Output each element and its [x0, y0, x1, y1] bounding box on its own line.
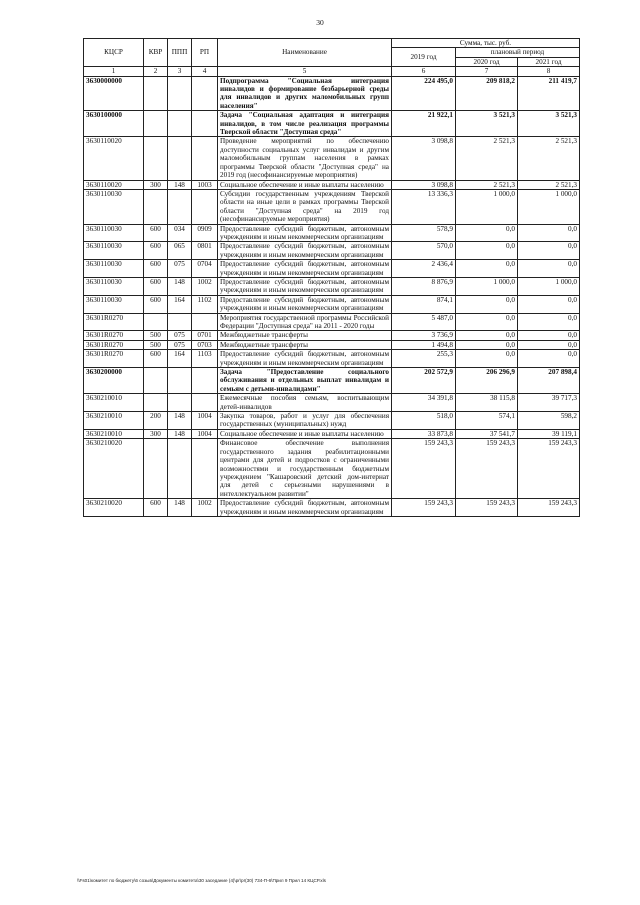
column-number: 5 [218, 67, 392, 76]
rp-cell [192, 313, 218, 331]
value-2021-cell: 598,2 [518, 412, 580, 430]
table-row [84, 350, 580, 368]
kcsr-cell: 3630100000 [84, 111, 144, 137]
name-cell: Социальное обеспечение и иные выплаты населению [218, 429, 392, 438]
rp-cell: 1004 [192, 429, 218, 438]
value-2020-cell: 0,0 [456, 331, 518, 340]
kvr-cell: 600 [144, 499, 168, 517]
value-2020-cell: 1 000,0 [456, 277, 518, 295]
ppp-cell [168, 313, 192, 331]
rp-cell [192, 394, 218, 412]
name-cell: Закупка товаров, работ и услуг для обеспечения государственных (муниципальных) нужд [218, 412, 392, 430]
kcsr-cell: 36301R0270 [84, 331, 144, 340]
name-cell: Предоставление субсидий бюджетным, автономным учреждениям и иным некоммерческим организациям [218, 260, 392, 278]
table-row [84, 439, 580, 499]
value-2019-cell: 3 736,9 [392, 331, 456, 340]
name-cell: Межбюджетные трансферты [218, 340, 392, 349]
value-2020-cell: 159 243,3 [456, 499, 518, 517]
kcsr-cell: 36301R0270 [84, 340, 144, 349]
kvr-cell [144, 137, 168, 180]
value-2019-cell: 255,3 [392, 350, 456, 368]
rp-cell: 0801 [192, 242, 218, 260]
kcsr-cell: 36301R0270 [84, 313, 144, 331]
kcsr-cell: 3630110020 [84, 137, 144, 180]
value-2020-cell: 1 000,0 [456, 189, 518, 224]
kvr-cell: 200 [144, 412, 168, 430]
value-2019-cell: 8 876,9 [392, 277, 456, 295]
value-2019-cell: 34 391,8 [392, 394, 456, 412]
kvr-cell: 500 [144, 331, 168, 340]
rp-cell: 0703 [192, 340, 218, 349]
kcsr-cell: 3630210010 [84, 394, 144, 412]
value-2019-cell: 159 243,3 [392, 499, 456, 517]
value-2021-cell: 159 243,3 [518, 439, 580, 499]
table-row [84, 224, 580, 242]
col-header-kvr: КВР [144, 39, 168, 67]
col-header-sum: Сумма, тыс. руб. [392, 39, 580, 48]
ppp-cell: 148 [168, 277, 192, 295]
rp-cell: 0704 [192, 260, 218, 278]
kvr-cell: 600 [144, 277, 168, 295]
kcsr-cell: 3630200000 [84, 368, 144, 394]
kvr-cell: 600 [144, 260, 168, 278]
value-2020-cell: 0,0 [456, 242, 518, 260]
name-cell: Проведение мероприятий по обеспечению доступности социальных услуг инвалидам и другим маломобильным группам населения в рамках программы Тверской области "Доступная среда" на 2019 год (несофинансируемые мероприятия) [218, 137, 392, 180]
table-row [84, 76, 580, 111]
value-2021-cell: 0,0 [518, 331, 580, 340]
value-2021-cell: 0,0 [518, 350, 580, 368]
column-number: 2 [144, 67, 168, 76]
value-2021-cell: 3 521,3 [518, 111, 580, 137]
value-2019-cell: 1 494,8 [392, 340, 456, 349]
file-path-footer: \\Fs01\комитет по бюджету\6 созыв\Документы комитета\30 заседание (4)\pr\pr(30) 734-П-6\Прил 9 Прил 14 КЦСР.xls [77, 878, 326, 883]
name-cell: Предоставление субсидий бюджетным, автономным учреждениям и иным некоммерческим организациям [218, 242, 392, 260]
value-2021-cell: 0,0 [518, 313, 580, 331]
name-cell: Финансовое обеспечение выполнения государственного задания реабилитационными центрами для детей и подростков с ограниченными возможностями и государственным бюджетным учреждением "Кашаровский детский дом-интернат для детей с серьезными нарушениями в интеллектуальном развитии" [218, 439, 392, 499]
name-cell: Задача "Предоставление социального обслуживания и отдельных выплат инвалидам и семьям с детьми-инвалидами" [218, 368, 392, 394]
value-2021-cell: 207 898,4 [518, 368, 580, 394]
table-row [84, 412, 580, 430]
table-row [84, 295, 580, 313]
kvr-cell [144, 368, 168, 394]
col-header-ppp: ППП [168, 39, 192, 67]
value-2019-cell: 13 336,3 [392, 189, 456, 224]
name-cell: Социальное обеспечение и иные выплаты населению [218, 180, 392, 189]
ppp-cell: 065 [168, 242, 192, 260]
budget-table [83, 38, 580, 517]
page-number: 30 [316, 18, 324, 27]
value-2020-cell: 209 818,2 [456, 76, 518, 111]
value-2020-cell: 3 521,3 [456, 111, 518, 137]
ppp-cell: 148 [168, 499, 192, 517]
kcsr-cell: 3630110020 [84, 180, 144, 189]
value-2021-cell: 0,0 [518, 340, 580, 349]
col-header-2021: 2021 год [518, 57, 580, 66]
table-row [84, 368, 580, 394]
table-row [84, 180, 580, 189]
value-2020-cell: 159 243,3 [456, 439, 518, 499]
value-2019-cell: 570,0 [392, 242, 456, 260]
ppp-cell [168, 189, 192, 224]
name-cell: Мероприятия государственной программы Российской Федерации "Доступная среда" на 2011 - 2020 годы [218, 313, 392, 331]
value-2019-cell: 2 436,4 [392, 260, 456, 278]
value-2021-cell: 0,0 [518, 242, 580, 260]
table-row [84, 394, 580, 412]
table-row [84, 340, 580, 349]
value-2020-cell: 2 521,3 [456, 180, 518, 189]
column-number: 4 [192, 67, 218, 76]
col-header-name: Наименование [218, 39, 392, 67]
table-row [84, 137, 580, 180]
kcsr-cell: 3630110030 [84, 277, 144, 295]
value-2021-cell: 211 419,7 [518, 76, 580, 111]
rp-cell: 0909 [192, 224, 218, 242]
value-2021-cell: 2 521,3 [518, 137, 580, 180]
value-2021-cell: 39 119,1 [518, 429, 580, 438]
rp-cell [192, 439, 218, 499]
table-row [84, 277, 580, 295]
value-2021-cell: 1 000,0 [518, 189, 580, 224]
name-cell: Ежемесячные пособия семьям, воспитывающим детей-инвалидов [218, 394, 392, 412]
value-2020-cell: 0,0 [456, 350, 518, 368]
ppp-cell [168, 76, 192, 111]
rp-cell: 1002 [192, 277, 218, 295]
name-cell: Предоставление субсидий бюджетным, автономным учреждениям и иным некоммерческим организациям [218, 277, 392, 295]
rp-cell: 1002 [192, 499, 218, 517]
ppp-cell [168, 394, 192, 412]
rp-cell [192, 76, 218, 111]
kcsr-cell: 3630110030 [84, 189, 144, 224]
column-number: 8 [518, 67, 580, 76]
kcsr-cell: 3630110030 [84, 260, 144, 278]
rp-cell [192, 368, 218, 394]
kvr-cell: 600 [144, 224, 168, 242]
table-row [84, 499, 580, 517]
table-row [84, 111, 580, 137]
value-2019-cell: 518,0 [392, 412, 456, 430]
name-cell: Субсидии государственным учреждениям Тверской области на иные цели в рамках программы Тверской области "Доступная среда" на 2019 год (несофинансируемые мероприятия) [218, 189, 392, 224]
value-2019-cell: 578,9 [392, 224, 456, 242]
rp-cell [192, 189, 218, 224]
kcsr-cell: 36301R0270 [84, 350, 144, 368]
kvr-cell [144, 189, 168, 224]
column-number-row [84, 67, 580, 76]
column-number: 3 [168, 67, 192, 76]
table-row [84, 260, 580, 278]
value-2021-cell: 1 000,0 [518, 277, 580, 295]
kvr-cell [144, 111, 168, 137]
ppp-cell: 164 [168, 295, 192, 313]
name-cell: Подпрограмма "Социальная интеграция инвалидов и формирование безбарьерной среды для инвалидов и других маломобильных групп населения" [218, 76, 392, 111]
ppp-cell [168, 137, 192, 180]
table-row [84, 242, 580, 260]
ppp-cell [168, 368, 192, 394]
value-2019-cell: 5 487,0 [392, 313, 456, 331]
name-cell: Предоставление субсидий бюджетным, автономным учреждениям и иным некоммерческим организациям [218, 350, 392, 368]
value-2021-cell: 39 717,3 [518, 394, 580, 412]
kcsr-cell: 3630210020 [84, 499, 144, 517]
table-row [84, 189, 580, 224]
kcsr-cell: 3630000000 [84, 76, 144, 111]
value-2019-cell: 159 243,3 [392, 439, 456, 499]
value-2019-cell: 3 098,8 [392, 180, 456, 189]
kvr-cell: 600 [144, 350, 168, 368]
ppp-cell: 075 [168, 331, 192, 340]
kvr-cell [144, 313, 168, 331]
value-2020-cell: 206 296,9 [456, 368, 518, 394]
rp-cell [192, 137, 218, 180]
name-cell: Предоставление субсидий бюджетным, автономным учреждениям и иным некоммерческим организациям [218, 295, 392, 313]
kcsr-cell: 3630110030 [84, 295, 144, 313]
value-2019-cell: 3 098,8 [392, 137, 456, 180]
kcsr-cell: 3630110030 [84, 242, 144, 260]
name-cell: Предоставление субсидий бюджетным, автономным учреждениям и иным некоммерческим организациям [218, 224, 392, 242]
value-2020-cell: 37 541,7 [456, 429, 518, 438]
kvr-cell: 600 [144, 295, 168, 313]
table-row [84, 313, 580, 331]
kvr-cell [144, 394, 168, 412]
name-cell: Межбюджетные трансферты [218, 331, 392, 340]
kvr-cell: 300 [144, 180, 168, 189]
table-row [84, 429, 580, 438]
value-2020-cell: 0,0 [456, 260, 518, 278]
ppp-cell [168, 439, 192, 499]
value-2019-cell: 21 922,1 [392, 111, 456, 137]
value-2020-cell: 0,0 [456, 340, 518, 349]
kvr-cell [144, 76, 168, 111]
rp-cell: 1004 [192, 412, 218, 430]
ppp-cell: 034 [168, 224, 192, 242]
ppp-cell: 075 [168, 260, 192, 278]
ppp-cell: 075 [168, 340, 192, 349]
kvr-cell: 300 [144, 429, 168, 438]
table-row [84, 331, 580, 340]
value-2019-cell: 33 873,8 [392, 429, 456, 438]
value-2020-cell: 574,1 [456, 412, 518, 430]
value-2021-cell: 0,0 [518, 260, 580, 278]
kvr-cell: 500 [144, 340, 168, 349]
value-2020-cell: 0,0 [456, 313, 518, 331]
value-2019-cell: 202 572,9 [392, 368, 456, 394]
value-2019-cell: 224 495,0 [392, 76, 456, 111]
column-number: 7 [456, 67, 518, 76]
col-header-2019: 2019 год [392, 48, 456, 67]
kcsr-cell: 3630210020 [84, 439, 144, 499]
ppp-cell: 148 [168, 429, 192, 438]
value-2021-cell: 2 521,3 [518, 180, 580, 189]
column-number: 6 [392, 67, 456, 76]
kcsr-cell: 3630110030 [84, 224, 144, 242]
rp-cell: 1102 [192, 295, 218, 313]
value-2020-cell: 0,0 [456, 224, 518, 242]
value-2021-cell: 0,0 [518, 295, 580, 313]
rp-cell: 1003 [192, 180, 218, 189]
table-body [84, 76, 580, 516]
name-cell: Задача "Социальная адаптация и интеграция инвалидов, в том числе реализация программы Тверской области "Доступная среда" [218, 111, 392, 137]
kcsr-cell: 3630210010 [84, 412, 144, 430]
value-2019-cell: 874,1 [392, 295, 456, 313]
value-2020-cell: 0,0 [456, 295, 518, 313]
value-2020-cell: 2 521,3 [456, 137, 518, 180]
rp-cell [192, 111, 218, 137]
ppp-cell: 164 [168, 350, 192, 368]
value-2020-cell: 38 115,8 [456, 394, 518, 412]
kvr-cell [144, 439, 168, 499]
kvr-cell: 600 [144, 242, 168, 260]
ppp-cell [168, 111, 192, 137]
value-2021-cell: 159 243,3 [518, 499, 580, 517]
col-header-2020: 2020 год [456, 57, 518, 66]
col-header-rp: РП [192, 39, 218, 67]
kcsr-cell: 3630210010 [84, 429, 144, 438]
ppp-cell: 148 [168, 180, 192, 189]
value-2021-cell: 0,0 [518, 224, 580, 242]
rp-cell: 0701 [192, 331, 218, 340]
ppp-cell: 148 [168, 412, 192, 430]
column-number: 1 [84, 67, 144, 76]
col-header-planned-period: плановый период [456, 48, 580, 57]
name-cell: Предоставление субсидий бюджетным, автономным учреждениям и иным некоммерческим организациям [218, 499, 392, 517]
col-header-kcsr: КЦСР [84, 39, 144, 67]
rp-cell: 1103 [192, 350, 218, 368]
